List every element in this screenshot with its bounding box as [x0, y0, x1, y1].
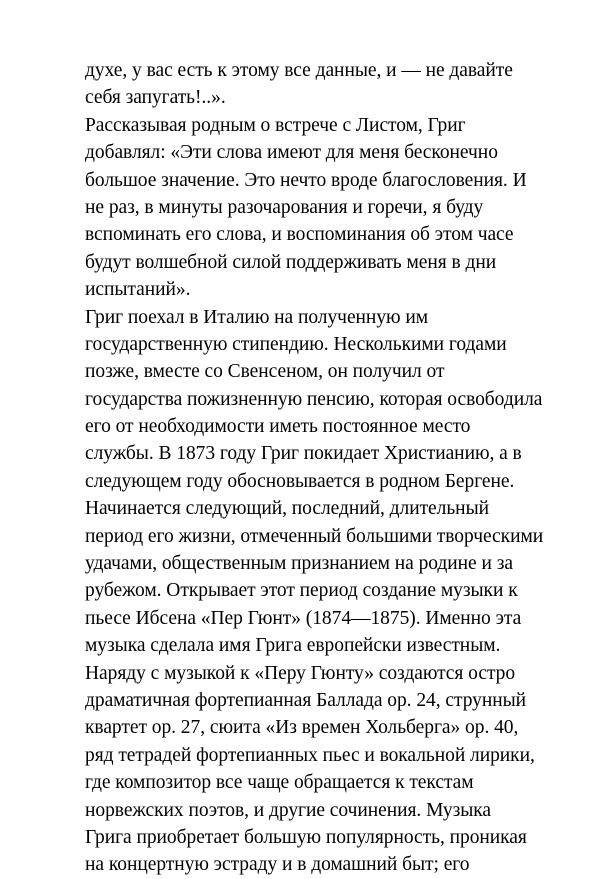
- text-line: вспоминать его слова, и воспоминания об этом часе: [85, 224, 514, 246]
- text-line: рубежом. Открывает этот период создание музыки к: [85, 580, 518, 602]
- text-line: пьесе Ибсена «Пер Гюнт» (1874—1875). Именно эта: [85, 607, 522, 629]
- text-line: государства пожизненную пенсию, которая освободила: [85, 388, 543, 410]
- text-line: период его жизни, отмеченный большими творческими: [85, 525, 544, 547]
- text-line: на концертную эстраду и в домашний быт; его: [85, 854, 470, 876]
- text-line: его от необходимости иметь постоянное место: [85, 416, 471, 438]
- text-line: Наряду с музыкой к «Перу Гюнту» создаются остро: [85, 662, 516, 684]
- text-line: удачами, общественным признанием на родине и за: [85, 553, 513, 575]
- text-line: Начинается следующий, последний, длительный: [85, 498, 490, 520]
- text-line: норвежских поэтов, и другие сочинения. Музыка: [85, 799, 492, 821]
- text-line: государственную стипендию. Несколькими годами: [85, 333, 507, 355]
- text-line: службы. В 1873 году Григ покидает Христианию, а в: [85, 443, 522, 465]
- text-line: себя запугать!..».: [85, 87, 226, 109]
- paragraph-start-line: Григ поехал в Италию на полученную им: [85, 306, 429, 328]
- text-line: Грига приобретает большую популярность, проникая: [85, 826, 527, 848]
- text-line: ряд тетрадей фортепианных пьес и вокальной лирики,: [85, 744, 535, 766]
- body-text: [85, 57, 555, 879]
- text-line: музыка сделала имя Грига европейски известным.: [85, 635, 501, 657]
- text-line: где композитор все чаще обращается к текстам: [85, 772, 474, 794]
- text-line: драматичная фортепианная Баллада ор. 24, струнный: [85, 689, 527, 711]
- text-line: испытаний».: [85, 279, 191, 301]
- text-line: позже, вместе со Свенсеном, он получил от: [85, 361, 445, 383]
- text-line: следующем году обосновывается в родном Бергене.: [85, 470, 515, 492]
- text-line: большое значение. Это нечто вроде благословения. И: [85, 169, 527, 191]
- text-line: квартет ор. 27, сюита «Из времен Хольберга» ор. 40,: [85, 717, 519, 739]
- text-line: добавлял: «Эти слова имеют для меня бесконечно: [85, 142, 498, 164]
- text-line: будут волшебной силой поддерживать меня в дни: [85, 251, 497, 273]
- text-line: не раз, в минуты разочарования и горечи, я буду: [85, 196, 484, 218]
- text-line: духе, у вас есть к этому все данные, и — не давайте: [85, 60, 513, 81]
- paragraph-start-line: Рассказывая родным о встрече с Листом, Григ: [85, 114, 466, 136]
